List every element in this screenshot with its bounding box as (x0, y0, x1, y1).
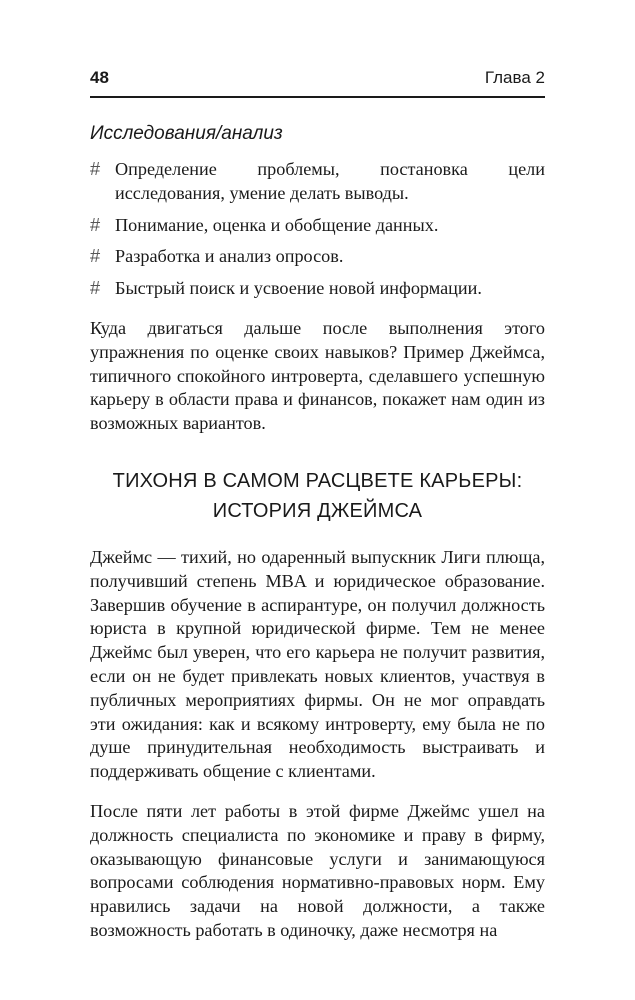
story-heading-line2: ИСТОРИЯ ДЖЕЙМСА (212, 499, 423, 522)
hash-bullet-icon: # (90, 278, 101, 299)
list-item (90, 277, 545, 301)
story-heading-line1: ТИХОНЯ В САМОМ РАСЦВЕТЕ КАРЬЕРЫ: (112, 469, 523, 492)
intro-paragraph: Куда двигаться дальше после выполнения этого упражнения по оценке своих навыков? Пример Джеймса, типичного спокойного интроверта, сделавшего успешную карьеру в области права и финансов, покажет нам один из возможных вариантов. (90, 317, 545, 434)
list-item-text: Определение проблемы, постановка цели исследования, умение делать выводы. (115, 159, 545, 203)
page-content (90, 118, 545, 943)
story-paragraph-1: Джеймс — тихий, но одаренный выпускник Лиги плюща, получивший степень MBA и юридическое образование. Завершив обучение в аспирантуре, он получил должность юриста в крупной юридической фирме. Тем не менее Джеймс был уверен, что его карьера не получит развития, если он не будет привлекать новых клиентов, участвуя в публичных мероприятиях фирмы. Он не мог оправдать эти ожидания: как и всякому интроверту, ему была не по душе принудительная необходимость выстраивать и поддерживать общение с клиентами. (90, 546, 545, 782)
chapter-title: Глава 2 (484, 68, 545, 87)
skills-list (90, 158, 545, 301)
list-item-text: Разработка и анализ опросов. (115, 246, 344, 267)
page-number: 48 (90, 68, 109, 87)
hash-bullet-icon: # (90, 214, 101, 235)
list-item-text: Понимание, оценка и обобщение данных. (115, 214, 439, 235)
section-title: Исследования/анализ (90, 123, 283, 144)
story-heading (90, 466, 545, 526)
list-item (90, 245, 545, 269)
list-item (90, 214, 545, 238)
page-header (90, 60, 545, 98)
story-paragraph-2: После пяти лет работы в этой фирме Джеймс ушел на должность специалиста по экономике и праву в фирму, оказывающую финансовые услуги и занимающуюся вопросами соблюдения нормативно-правовых норм. Ему нравились задачи на новой должности, а также возможность работать в одиночку, даже несмотря на (90, 800, 545, 940)
list-item-text: Быстрый поиск и усвоение новой информации. (115, 278, 482, 299)
list-item (90, 158, 545, 206)
hash-bullet-icon: # (90, 159, 101, 179)
hash-bullet-icon: # (90, 246, 101, 267)
